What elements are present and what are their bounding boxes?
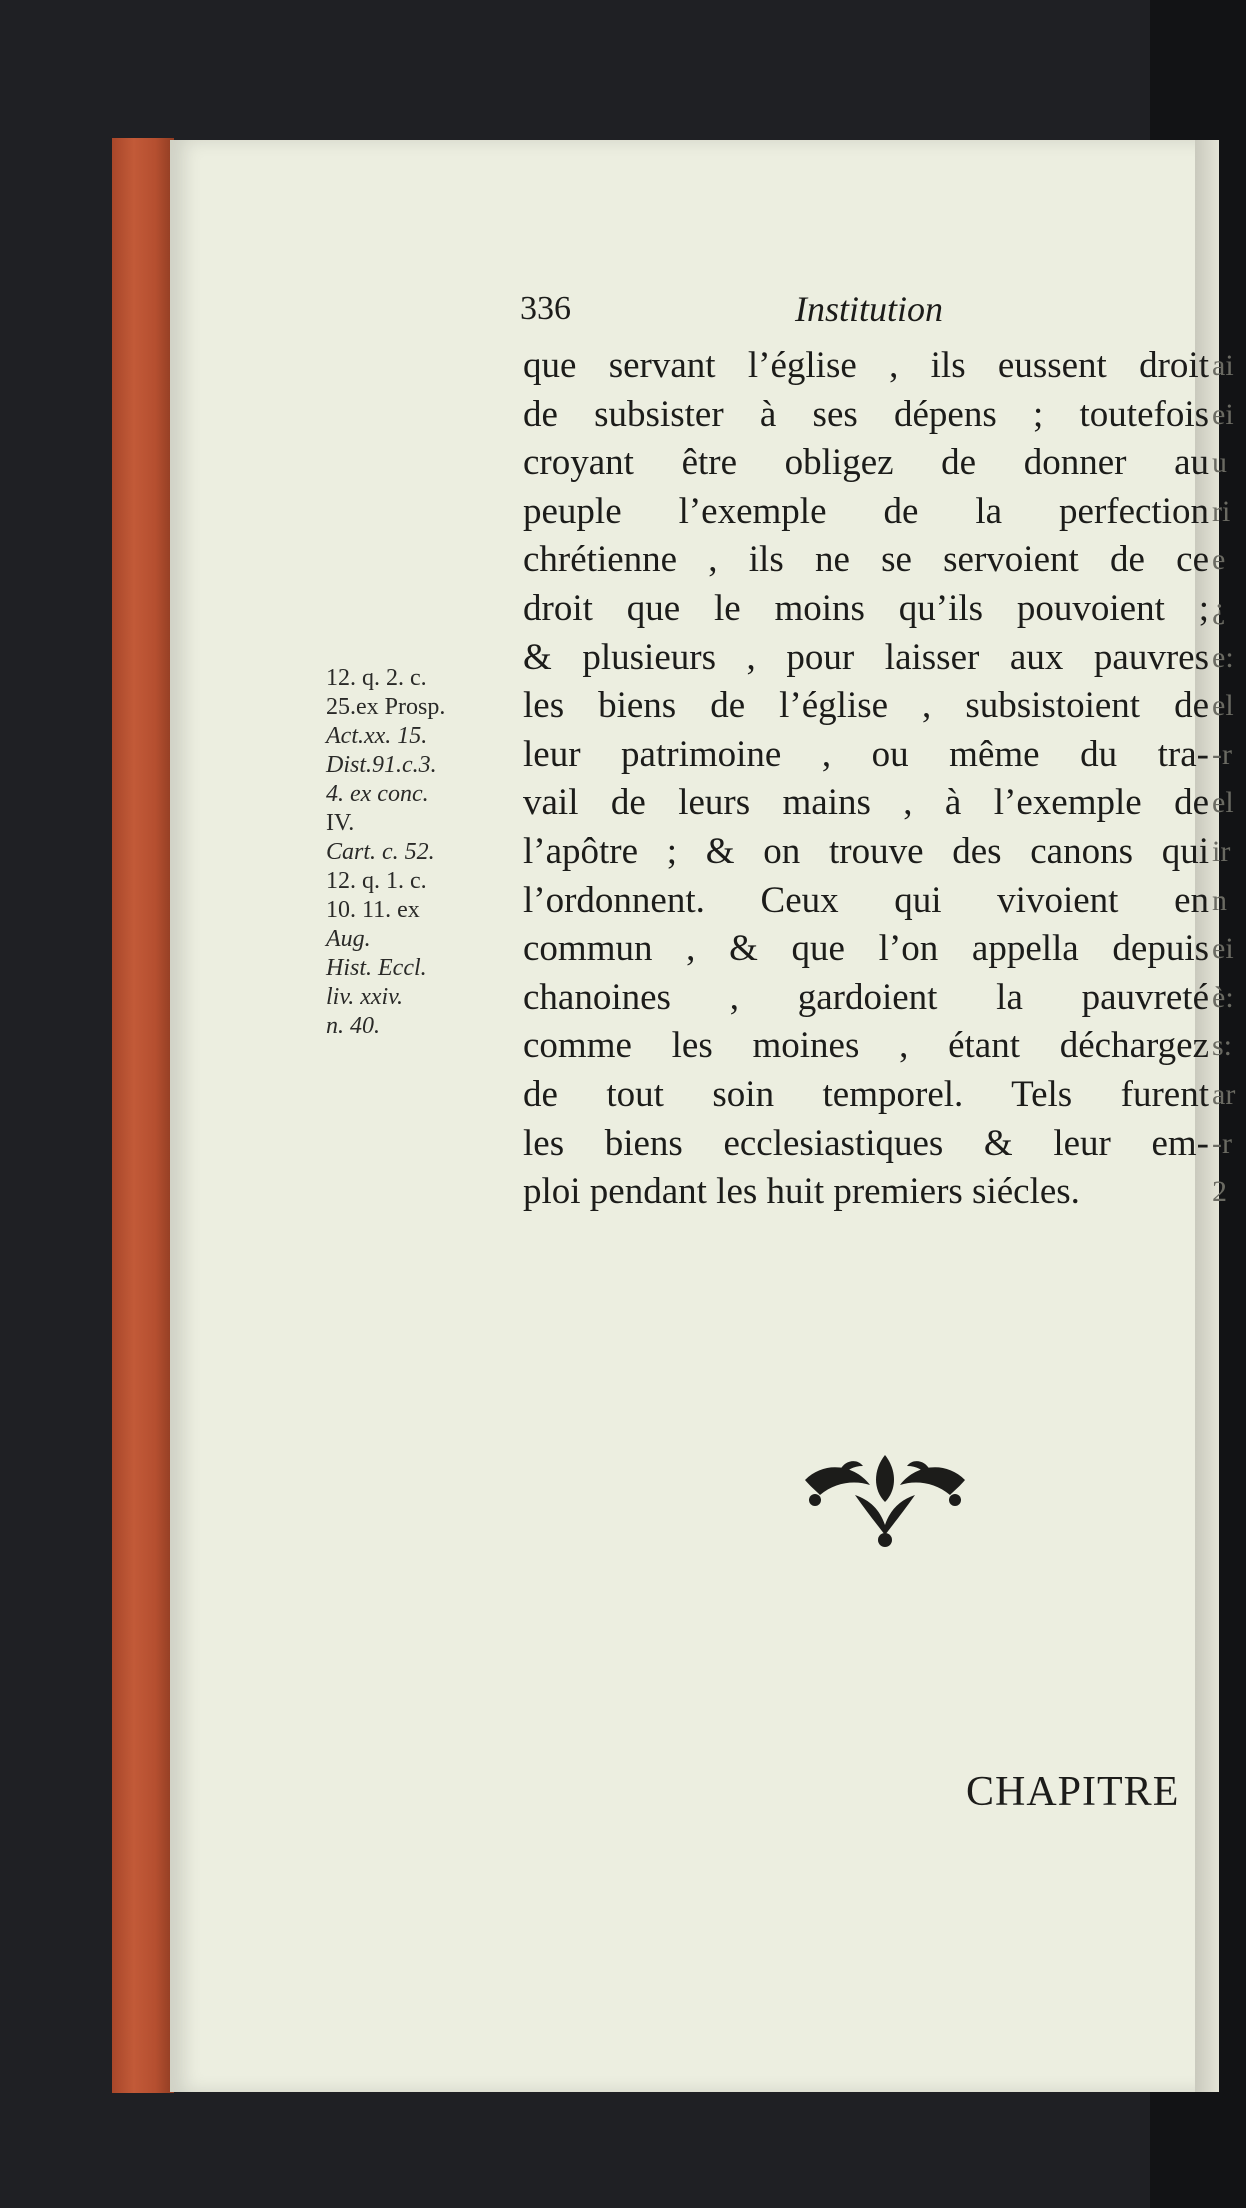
- bleed-fragment: ei: [1212, 932, 1234, 966]
- margin-note-line: 10. 11. ex: [326, 897, 420, 923]
- bleed-fragment: n: [1212, 883, 1227, 917]
- running-title: Institution: [795, 289, 944, 329]
- text-line: de subsister à ses dépens ; toutefois: [523, 393, 1209, 435]
- bleed-fragment: ai: [1212, 349, 1234, 382]
- bleed-fragment: ir: [1212, 834, 1231, 868]
- text-line: l’ordonnent. Ceux qui vivoient en: [523, 879, 1209, 921]
- text-line: & plusieurs , pour laisser aux pauvres: [523, 636, 1209, 678]
- text-line: vail de leurs mains , à l’exemple de: [523, 782, 1209, 824]
- margin-note-line: liv. xxiv.: [326, 984, 404, 1010]
- text-line: leur patrimoine , ou même du tra-: [523, 733, 1209, 775]
- text-line: les biens de l’église , subsistoient de: [523, 685, 1209, 727]
- running-head: [520, 290, 1000, 338]
- bleed-fragment: s:: [1212, 1029, 1233, 1063]
- text-line: croyant être obligez de donner au: [523, 442, 1209, 484]
- book-edge-red: [112, 138, 174, 2093]
- text-line: l’apôtre ; & on trouve des canons qui: [523, 830, 1209, 872]
- bleed-fragment: el: [1212, 689, 1234, 723]
- text-line: comme les moines , étant déchargez: [523, 1025, 1209, 1067]
- body-text: [523, 342, 1209, 1217]
- bleed-fragment: 2: [1212, 1175, 1227, 1209]
- margin-note-line: 12. q. 1. c.: [326, 868, 427, 894]
- text-line: que servant l’église , ils eussent droit: [523, 345, 1209, 386]
- margin-note-line: n. 40.: [326, 1013, 380, 1039]
- text-line: droit que le moins qu’ils pouvoient ;: [523, 587, 1209, 629]
- page-number: 336: [520, 290, 571, 327]
- bleed-through-text: [1212, 342, 1246, 1217]
- bleed-fragment: ri: [1212, 494, 1231, 528]
- text-line: de tout soin temporel. Tels furent: [523, 1073, 1209, 1115]
- text-line: peuple l’exemple de la perfection: [523, 490, 1209, 532]
- catchword: CHAPITRE: [966, 1769, 1180, 1815]
- margin-note-line: 4. ex conc.: [326, 781, 429, 807]
- bleed-fragment: e: [1212, 543, 1226, 577]
- bleed-fragment: e:: [1212, 640, 1234, 674]
- margin-note-line: 12. q. 2. c.: [326, 665, 427, 691]
- text-line: commun , & que l’on appella depuis: [523, 928, 1209, 970]
- bleed-fragment: -r: [1212, 1126, 1232, 1160]
- fleuron-ornament-icon: [785, 1440, 985, 1550]
- margin-notes: [326, 664, 526, 1041]
- margin-note-line: IV.: [326, 810, 355, 836]
- margin-note-line: Dist.91.c.3.: [326, 752, 437, 778]
- text-line: les biens ecclesiastiques & leur em-: [523, 1122, 1209, 1164]
- margin-note-line: Aug.: [326, 926, 371, 952]
- text-line: chanoines , gardoient la pauvreté: [523, 976, 1209, 1018]
- margin-note-line: Cart. c. 52.: [326, 839, 435, 865]
- bleed-fragment: ¿: [1212, 591, 1226, 625]
- text-line: chrétienne , ils ne se servoient de ce: [523, 539, 1209, 581]
- bleed-fragment: è:: [1212, 980, 1234, 1014]
- bleed-fragment: -r: [1212, 737, 1232, 771]
- bleed-fragment: u: [1212, 446, 1227, 480]
- bleed-fragment: ei: [1212, 397, 1234, 431]
- text-line: ploi pendant les huit premiers siécles.: [523, 1171, 1080, 1213]
- margin-note-line: Hist. Eccl.: [326, 955, 427, 981]
- margin-note-line: Act.xx. 15.: [326, 723, 428, 749]
- bleed-fragment: ar: [1212, 1077, 1236, 1111]
- margin-note-line: 25.ex Prosp.: [326, 694, 446, 720]
- bleed-fragment: el: [1212, 786, 1234, 820]
